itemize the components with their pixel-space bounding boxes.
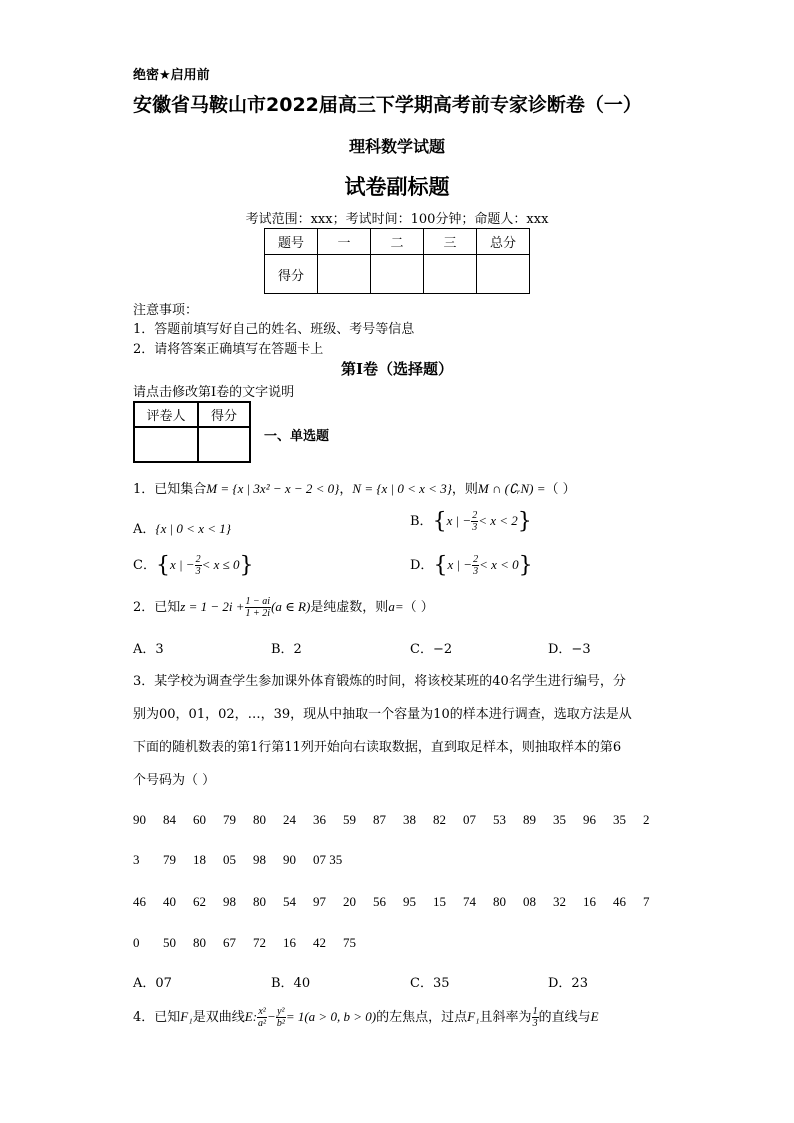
random-number: 07	[463, 812, 476, 827]
random-number: 87	[373, 812, 386, 827]
q3-option-b[interactable]: B．40	[271, 976, 311, 991]
random-number: 98	[253, 852, 266, 867]
exam-info: 考试范围：xxx；考试时间：100分钟；命题人：xxx	[245, 212, 549, 227]
q1-option-b[interactable]	[410, 509, 532, 534]
score-cell[interactable]	[371, 255, 424, 294]
option-label: C．	[133, 558, 156, 573]
option-label: B．	[410, 514, 433, 529]
q1-answer-paren: （ ）	[545, 482, 576, 497]
score-cell[interactable]	[477, 255, 530, 294]
q2-option-d[interactable]: D．−3	[548, 642, 591, 657]
fraction	[245, 596, 272, 619]
fraction-numerator: 1 − ai	[245, 596, 271, 607]
random-number: 80	[493, 894, 506, 909]
q4-f1: F₁	[180, 1009, 193, 1024]
section-note[interactable]: 请点击修改第I卷的文字说明	[133, 385, 295, 400]
secret-label: 绝密★启用前	[133, 68, 210, 83]
question-3-line: 下面的随机数表的第1行第11列开始向右读取数据，直到取足样本，则抽取样本的第6	[133, 740, 622, 755]
random-number: 90	[283, 852, 296, 867]
subject-title: 理科数学试题	[348, 137, 445, 156]
score-table-header: 三	[424, 229, 477, 255]
fraction	[472, 554, 479, 577]
random-number-row	[133, 852, 373, 868]
left-brace: {	[432, 509, 447, 534]
fraction-denominator: b²	[276, 1018, 285, 1029]
fraction-denominator: 1 + 2i	[245, 608, 271, 619]
random-number: 67	[223, 935, 236, 950]
paper-subtitle: 试卷副标题	[344, 175, 450, 199]
random-number: 35	[553, 812, 566, 827]
notice-item: 2．请将答案正确填写在答题卡上	[133, 342, 324, 357]
random-number: 90	[133, 812, 146, 827]
random-number: 59	[343, 812, 356, 827]
fraction	[276, 1006, 286, 1029]
q2-z-expr: z = 1 − 2i +	[180, 599, 245, 614]
random-number: 74	[463, 894, 476, 909]
random-number: 84	[163, 812, 176, 827]
score-table-header: 总分	[477, 229, 530, 255]
option-label: A．	[133, 522, 156, 537]
question-2-stem	[133, 596, 434, 619]
fraction	[195, 554, 202, 577]
random-number: 08	[523, 894, 536, 909]
q2-stem-text: 是纯虚数，则	[310, 600, 389, 615]
fraction-denominator: 3	[473, 566, 479, 577]
notice-item: 1．答题前填写好自己的姓名、班级、考号等信息	[133, 322, 415, 337]
fraction	[532, 1006, 539, 1029]
option-text: < x < 0	[479, 557, 519, 572]
right-brace: }	[518, 553, 533, 578]
score-table-header: 二	[371, 229, 424, 255]
random-number: 36	[313, 812, 326, 827]
q1-option-a[interactable]	[133, 518, 231, 537]
random-number: 0	[133, 935, 140, 950]
fraction-numerator: 1	[532, 1006, 538, 1017]
q1-stem-text: 1．已知集合	[133, 482, 207, 497]
q4-f1: F₁	[467, 1009, 480, 1024]
grader-label: 评卷人	[134, 402, 198, 427]
q2-option-c[interactable]: C．−2	[410, 642, 453, 657]
option-text: < x < 2	[478, 513, 518, 528]
grader-score-cell[interactable]	[198, 427, 250, 462]
random-number: 75	[343, 935, 356, 950]
section-title: 第I卷（选择题）	[340, 360, 454, 378]
option-label: D．	[410, 558, 434, 573]
fraction-numerator: y²	[277, 1006, 285, 1017]
score-cell[interactable]	[318, 255, 371, 294]
random-number: 98	[223, 894, 236, 909]
fraction-numerator: 2	[195, 554, 201, 565]
score-row-label: 得分	[265, 255, 318, 294]
random-number: 53	[493, 812, 506, 827]
random-number: 96	[583, 812, 596, 827]
fraction-denominator: a²	[258, 1018, 267, 1029]
question-1-stem	[133, 478, 576, 497]
option-text: x | −	[447, 557, 473, 572]
random-number: 32	[553, 894, 566, 909]
random-number: 80	[253, 812, 266, 827]
q1-option-c[interactable]	[133, 553, 254, 578]
fraction-numerator: 2	[472, 510, 478, 521]
option-text: {x | 0 < x < 1}	[155, 521, 231, 536]
random-number: 2	[643, 812, 650, 827]
random-number: 42	[313, 935, 326, 950]
random-number: 05	[223, 852, 236, 867]
question-3-line: 个号码为（ ）	[133, 773, 216, 788]
notice-title: 注意事项：	[133, 303, 199, 318]
q1-then: ，则	[451, 482, 478, 497]
question-3-line: 3．某学校为调查学生参加课外体育锻炼的时间，将该校某班的40名学生进行编号，分	[133, 674, 626, 689]
q2-option-b[interactable]: B．2	[271, 642, 302, 657]
random-number: 15	[433, 894, 446, 909]
q2-stem-text: 2．已知	[133, 600, 181, 615]
q4-minus: −	[267, 1009, 276, 1024]
random-number: 07 35	[313, 852, 343, 867]
random-number: 3	[133, 852, 140, 867]
option-text: < x ≤ 0	[201, 557, 240, 572]
random-number: 80	[193, 935, 206, 950]
option-text: x | −	[446, 513, 472, 528]
random-number: 40	[163, 894, 176, 909]
q2-answer-paren: （ ）	[403, 600, 434, 615]
random-number: 16	[583, 894, 596, 909]
fraction-denominator: 3	[195, 566, 201, 577]
right-brace: }	[239, 553, 254, 578]
q1-comma: ，	[339, 482, 353, 497]
q1-option-d[interactable]	[410, 553, 533, 578]
random-number: 95	[403, 894, 416, 909]
random-number: 50	[163, 935, 176, 950]
random-number-row	[133, 812, 673, 828]
fraction	[257, 1006, 267, 1029]
random-number: 89	[523, 812, 536, 827]
random-number: 20	[343, 894, 356, 909]
part-title: 一、单选题	[264, 429, 330, 444]
q2-a-eq: a=	[388, 599, 404, 614]
q3-option-d[interactable]: D．23	[548, 976, 588, 991]
q4-stem-text: 4．已知	[133, 1010, 181, 1025]
left-brace: {	[433, 553, 448, 578]
random-number: 62	[193, 894, 206, 909]
grader-table	[133, 401, 251, 463]
score-cell[interactable]	[424, 255, 477, 294]
random-number: 82	[433, 812, 446, 827]
grader-score-label: 得分	[198, 402, 250, 427]
question-4-stem	[133, 1006, 599, 1029]
random-number: 24	[283, 812, 296, 827]
score-table-header: 一	[318, 229, 371, 255]
q2-option-a[interactable]: A．3	[133, 642, 164, 657]
random-number-row	[133, 894, 673, 910]
random-number: 56	[373, 894, 386, 909]
random-number: 38	[403, 812, 416, 827]
q4-e-end: E	[590, 1009, 599, 1024]
random-number: 60	[193, 812, 206, 827]
q2-condition: (a ∈ R)	[271, 599, 311, 614]
left-brace: {	[155, 553, 170, 578]
q3-option-a[interactable]: A．07	[133, 976, 172, 991]
random-number: 46	[613, 894, 626, 909]
score-table-header: 题号	[265, 229, 318, 255]
random-number: 72	[253, 935, 266, 950]
q4-stem-text: 是双曲线	[192, 1010, 245, 1025]
q4-stem-text: 的左焦点，过点	[376, 1010, 468, 1025]
exam-title: 安徽省马鞍山市2022届高三下学期高考前专家诊断卷（一）	[133, 94, 642, 116]
option-text: x | −	[169, 557, 195, 572]
random-number: 54	[283, 894, 296, 909]
q4-e-label: E:	[244, 1009, 258, 1024]
q1-expr: M ∩ (∁ᵣN) =	[477, 481, 546, 496]
fraction-numerator: 2	[473, 554, 479, 565]
question-3-line: 别为00，01，02，…，39，现从中抽取一个容量为10的样本进行调查，选取方法是从	[133, 707, 632, 722]
grader-cell[interactable]	[134, 427, 198, 462]
random-number: 7	[643, 894, 650, 909]
score-table	[264, 228, 530, 294]
q4-stem-text: 的直线与	[538, 1010, 591, 1025]
q3-option-c[interactable]: C．35	[410, 976, 450, 991]
right-brace: }	[517, 509, 532, 534]
random-number: 79	[223, 812, 236, 827]
random-number-row	[133, 935, 373, 951]
fraction-denominator: 3	[472, 522, 478, 533]
q1-set-m: M = {x | 3x² − x − 2 < 0}	[206, 481, 340, 496]
random-number: 79	[163, 852, 176, 867]
random-number: 16	[283, 935, 296, 950]
random-number: 35	[613, 812, 626, 827]
q4-stem-text: 且斜率为	[479, 1010, 532, 1025]
random-number: 80	[253, 894, 266, 909]
fraction-denominator: 3	[532, 1018, 538, 1029]
random-number: 97	[313, 894, 326, 909]
fraction-numerator: x²	[258, 1006, 266, 1017]
q1-set-n: N = {x | 0 < x < 3}	[352, 481, 452, 496]
random-number: 46	[133, 894, 146, 909]
q4-eq-cond: = 1(a > 0, b > 0)	[285, 1009, 377, 1024]
random-number: 18	[193, 852, 206, 867]
